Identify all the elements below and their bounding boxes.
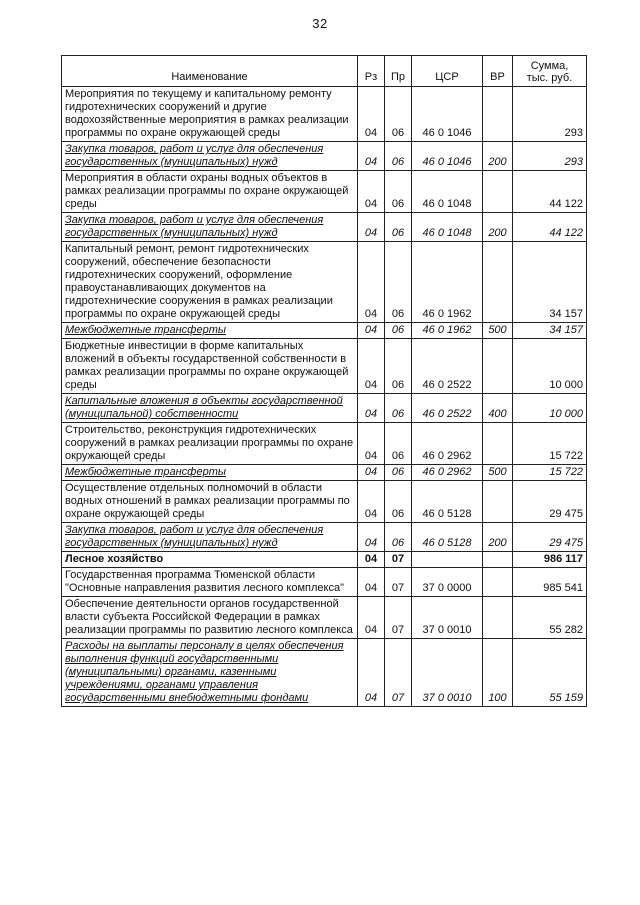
cell-name: Закупка товаров, работ и услуг для обеспечения государственных (муниципальных) нужд [62,142,358,171]
cell-sum: 293 [513,87,587,142]
table-row [62,568,587,597]
cell-sum: 44 122 [513,171,587,213]
cell-name: Государственная программа Тюменской области "Основные направления развития лесного комплекса" [62,568,358,597]
cell-vr [483,339,513,394]
cell-pr: 06 [385,323,412,339]
cell-vr: 200 [483,142,513,171]
cell-vr [483,171,513,213]
cell-csr: 46 0 1962 [412,323,483,339]
table-row [62,394,587,423]
table-row [62,339,587,394]
cell-csr: 46 0 1046 [412,87,483,142]
cell-name: Межбюджетные трансферты [62,465,358,481]
table-row [62,171,587,213]
cell-csr: 46 0 1962 [412,242,483,323]
table-row [62,242,587,323]
cell-vr [483,423,513,465]
cell-rz: 04 [358,552,385,568]
cell-vr [483,481,513,523]
cell-pr: 06 [385,171,412,213]
cell-name: Капитальный ремонт, ремонт гидротехнических сооружений, обеспечение безопасности гидротехнических сооружений, оформление правоустанавливающих документов на гидротехнические сооружения в рамках реализации программы по охране окружающей среды [62,242,358,323]
cell-csr: 46 0 2962 [412,465,483,481]
cell-pr: 07 [385,597,412,639]
cell-csr: 46 0 1048 [412,171,483,213]
cell-pr: 06 [385,465,412,481]
cell-csr: 46 0 2962 [412,423,483,465]
cell-pr: 06 [385,481,412,523]
cell-rz: 04 [358,171,385,213]
cell-name: Расходы на выплаты персоналу в целях обеспечения выполнения функций государственными (муниципальными) органами, казенными учреждениями, органами управления государственными внебюджетными фондами [62,639,358,707]
cell-rz: 04 [358,597,385,639]
cell-sum: 15 722 [513,465,587,481]
cell-csr: 37 0 0010 [412,639,483,707]
cell-vr [483,597,513,639]
cell-sum: 293 [513,142,587,171]
table-row [62,213,587,242]
cell-name: Строительство, реконструкция гидротехнических сооружений в рамках реализации программы по охране окружающей среды [62,423,358,465]
cell-name: Капитальные вложения в объекты государственной (муниципальной) собственности [62,394,358,423]
cell-name: Бюджетные инвестиции в форме капитальных вложений в объекты государственной собственности в рамках реализации программы по охране окружающей среды [62,339,358,394]
cell-rz: 04 [358,394,385,423]
cell-vr: 200 [483,213,513,242]
cell-vr: 400 [483,394,513,423]
cell-rz: 04 [358,242,385,323]
cell-csr: 37 0 0000 [412,568,483,597]
cell-csr: 46 0 5128 [412,481,483,523]
cell-vr [483,568,513,597]
table-row [62,465,587,481]
cell-csr [412,552,483,568]
cell-rz: 04 [358,213,385,242]
cell-sum: 29 475 [513,523,587,552]
cell-rz: 04 [358,523,385,552]
cell-sum: 10 000 [513,339,587,394]
cell-csr: 46 0 5128 [412,523,483,552]
cell-vr [483,242,513,323]
cell-sum: 55 159 [513,639,587,707]
cell-pr: 07 [385,568,412,597]
cell-sum: 15 722 [513,423,587,465]
cell-vr: 200 [483,523,513,552]
cell-sum: 34 157 [513,242,587,323]
table-row [62,639,587,707]
cell-csr: 46 0 2522 [412,339,483,394]
cell-vr: 500 [483,465,513,481]
table-body [62,87,587,707]
header-csr: ЦСР [412,56,483,87]
header-vr: ВР [483,56,513,87]
header-sum-line2: тыс. руб. [526,72,573,84]
cell-sum: 10 000 [513,394,587,423]
cell-sum: 44 122 [513,213,587,242]
cell-vr [483,552,513,568]
cell-name: Межбюджетные трансферты [62,323,358,339]
table-row [62,142,587,171]
cell-pr: 07 [385,552,412,568]
cell-name: Лесное хозяйство [62,552,358,568]
cell-sum: 986 117 [513,552,587,568]
page-number: 32 [312,16,328,31]
cell-rz: 04 [358,481,385,523]
cell-rz: 04 [358,465,385,481]
table-row [62,87,587,142]
table-row [62,523,587,552]
cell-pr: 06 [385,213,412,242]
cell-vr: 100 [483,639,513,707]
cell-csr: 46 0 1046 [412,142,483,171]
table-row [62,481,587,523]
header-row [62,56,587,87]
cell-sum: 55 282 [513,597,587,639]
table-row [62,323,587,339]
cell-name: Мероприятия в области охраны водных объектов в рамках реализации программы по охране окружающей среды [62,171,358,213]
budget-table [61,55,587,707]
cell-rz: 04 [358,323,385,339]
cell-vr: 500 [483,323,513,339]
table-row [62,552,587,568]
cell-rz: 04 [358,639,385,707]
cell-name: Обеспечение деятельности органов государственной власти субъекта Российской Федерации в рамках реализации программы по развитию лесного комплекса [62,597,358,639]
cell-csr: 37 0 0010 [412,597,483,639]
cell-pr: 06 [385,87,412,142]
table-row [62,597,587,639]
cell-rz: 04 [358,142,385,171]
cell-rz: 04 [358,568,385,597]
cell-pr: 06 [385,423,412,465]
cell-name: Осуществление отдельных полномочий в области водных отношений в рамках реализации программы по охране окружающей среды [62,481,358,523]
header-sum-line1: Сумма, [530,60,569,72]
cell-pr: 06 [385,523,412,552]
cell-sum: 985 541 [513,568,587,597]
cell-csr: 46 0 2522 [412,394,483,423]
header-rz: Рз [358,56,385,87]
header-sum [513,56,587,87]
table-row [62,423,587,465]
cell-vr [483,87,513,142]
cell-pr: 06 [385,142,412,171]
header-name: Наименование [62,56,358,87]
cell-name: Закупка товаров, работ и услуг для обеспечения государственных (муниципальных) нужд [62,213,358,242]
cell-sum: 34 157 [513,323,587,339]
cell-name: Мероприятия по текущему и капитальному ремонту гидротехнических сооружений и другие водохозяйственные мероприятия в рамках реализации программы по охране окружающей среды [62,87,358,142]
cell-name: Закупка товаров, работ и услуг для обеспечения государственных (муниципальных) нужд [62,523,358,552]
cell-sum: 29 475 [513,481,587,523]
cell-rz: 04 [358,423,385,465]
cell-pr: 06 [385,339,412,394]
cell-pr: 06 [385,394,412,423]
header-pr: Пр [385,56,412,87]
cell-rz: 04 [358,87,385,142]
cell-csr: 46 0 1048 [412,213,483,242]
cell-pr: 06 [385,242,412,323]
cell-pr: 07 [385,639,412,707]
cell-rz: 04 [358,339,385,394]
